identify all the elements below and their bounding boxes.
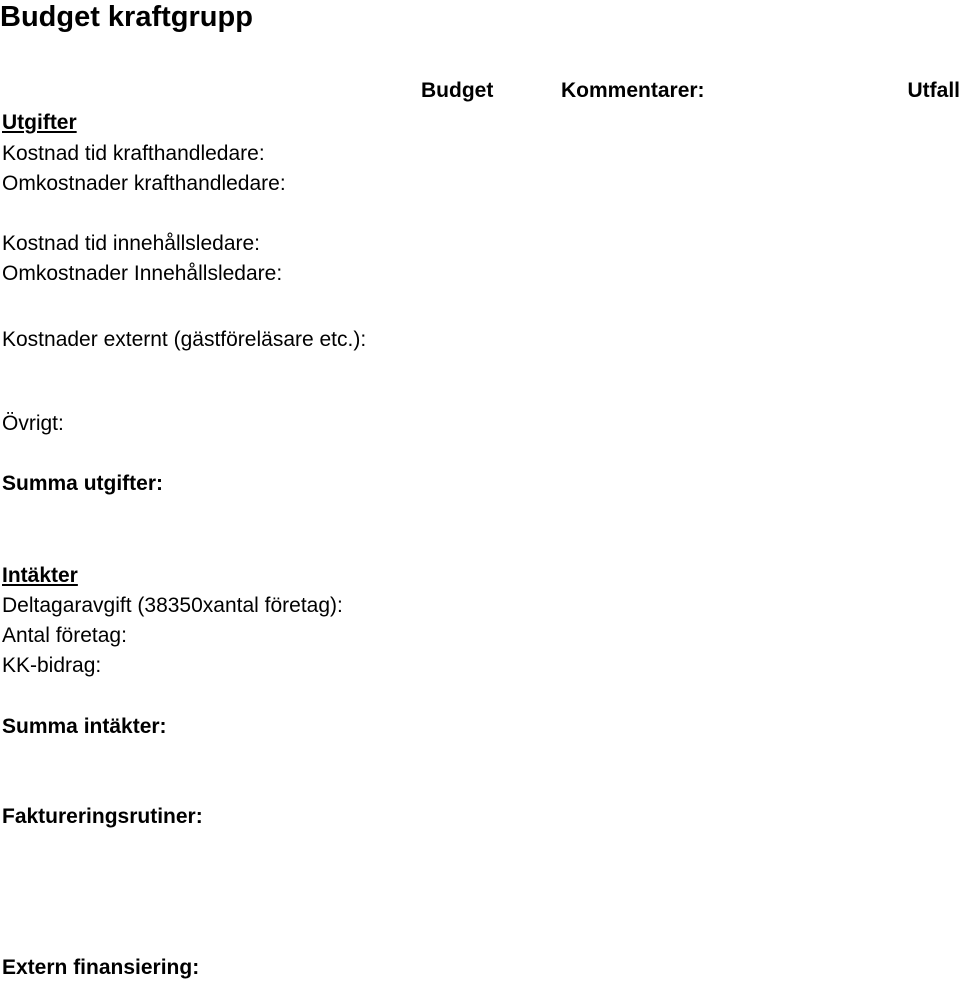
invoicing-routines-label: Faktureringsrutiner: <box>2 805 203 828</box>
expenses-total-label: Summa utgifter: <box>2 472 164 495</box>
column-header-outcome: Utfall <box>907 79 960 102</box>
expense-row-content-lead-overhead: Omkostnader Innehållsledare: <box>2 262 283 285</box>
income-heading: Intäkter <box>2 564 78 587</box>
external-funding-label: Extern finansiering: <box>2 956 200 979</box>
expenses-heading: Utgifter <box>2 111 77 134</box>
column-header-comments: Kommentarer: <box>561 79 705 102</box>
expense-row-content-lead-time: Kostnad tid innehållsledare: <box>2 232 261 255</box>
income-row-company-count: Antal företag: <box>2 624 127 647</box>
expense-row-other: Övrigt: <box>2 412 64 435</box>
income-row-kk-grant: KK-bidrag: <box>2 654 102 677</box>
page-title: Budget kraftgrupp <box>0 1 253 33</box>
expense-row-external-costs: Kostnader externt (gästföreläsare etc.): <box>2 328 367 351</box>
expense-row-coach-time: Kostnad tid krafthandledare: <box>2 142 265 165</box>
column-header-budget: Budget <box>421 79 494 102</box>
income-row-participant-fee: Deltagaravgift (38350xantal företag): <box>2 594 343 617</box>
income-total-label: Summa intäkter: <box>2 715 167 738</box>
expense-row-coach-overhead: Omkostnader krafthandledare: <box>2 172 286 195</box>
